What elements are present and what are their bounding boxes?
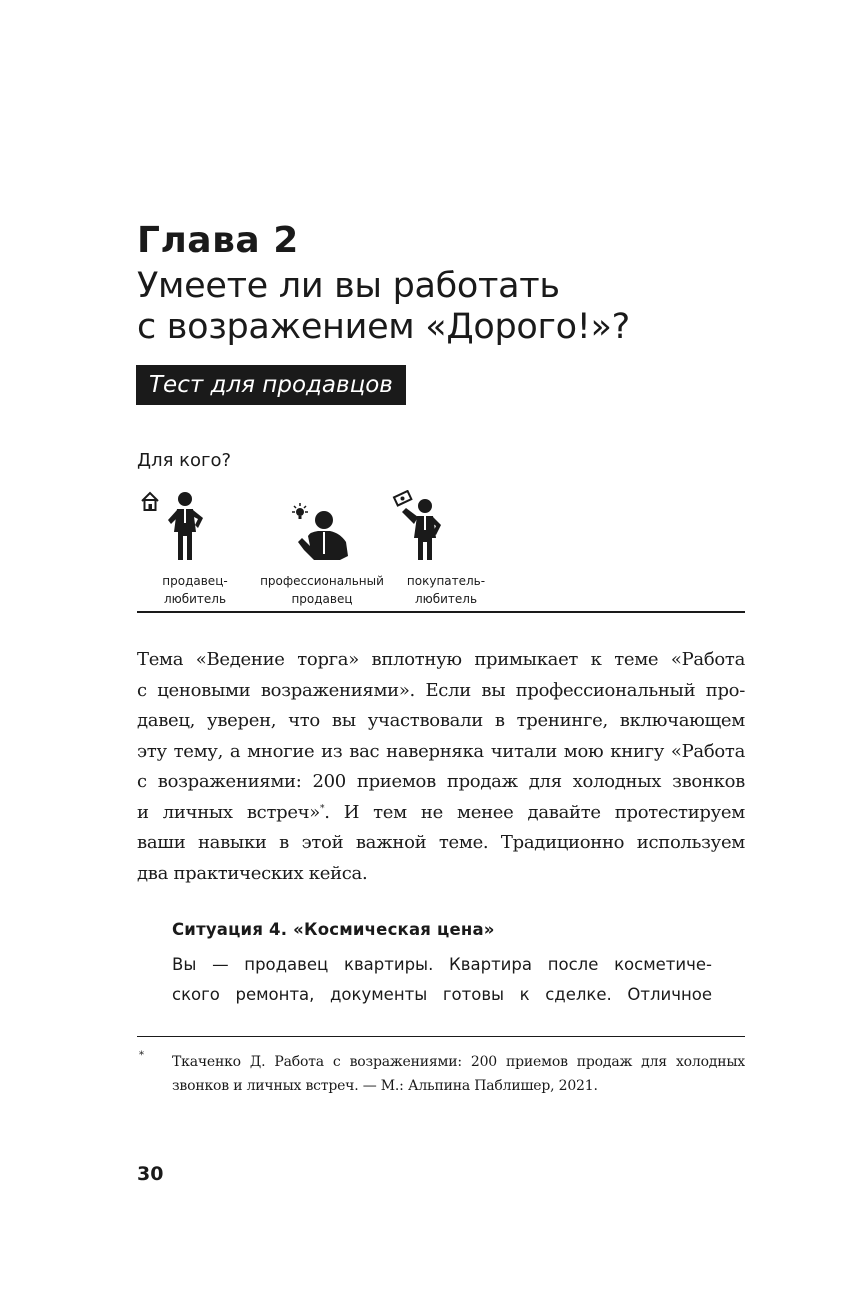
body-text-segment: и личных встреч» [137, 801, 320, 823]
footnote-line: звонков и личных встреч. — М.: Альпина Паблишер, 2021. [172, 1078, 598, 1094]
person-icon [298, 511, 348, 560]
figure-label-professional-seller: профессиональный продавец [260, 574, 384, 606]
situation-line: ского ремонта, документы готовы к сделке. Отличное [172, 985, 712, 1004]
chapter-title-line: с возражением «Дорого!»? [137, 307, 630, 347]
figure-label-amateur-buyer: покупатель- любитель [406, 574, 486, 606]
body-line: с ценовыми возражениями». Если вы профессиональный про- [137, 679, 745, 701]
body-line: Тема «Ведение торга» вплотную примыкает к теме «Работа [137, 649, 745, 670]
money-icon [394, 491, 411, 505]
body-line: ваши навыки в этой важной теме. Традиционно используем [137, 832, 745, 853]
situation-line: Вы — продавец квартиры. Квартира после косметиче- [172, 955, 712, 974]
footnote-text [172, 1050, 745, 1098]
body-line: эту тему, а многие из вас наверняка читали мою книгу «Работа [137, 740, 745, 762]
lightbulb-icon [292, 503, 308, 519]
footnote-mark: * [139, 1050, 144, 1061]
section-divider [137, 611, 745, 613]
footnote-divider [137, 1036, 745, 1037]
test-label: Тест для продавцов [136, 365, 406, 405]
audience-heading: Для кого? [137, 450, 232, 471]
person-icon [402, 499, 441, 560]
body-text-segment: . И тем не менее давайте протестируем [324, 801, 745, 823]
body-line: с возражениями: 200 приемов продаж для холодных звонков [137, 771, 745, 792]
amateur-seller-figure [140, 490, 210, 562]
chapter-title-line: Умеете ли вы работать [137, 266, 560, 306]
page-number: 30 [137, 1163, 164, 1185]
situation-text [172, 950, 712, 1010]
figure-label-amateur-seller: продавец- любитель [162, 574, 228, 606]
body-line [137, 798, 745, 829]
house-icon [142, 493, 158, 510]
body-line: давец, уверен, что вы участвовали в тренинге, включающем [137, 710, 745, 731]
footnote-reference[interactable]: * [320, 803, 325, 814]
chapter-number: Глава 2 [137, 220, 299, 261]
footnote-line: Ткаченко Д. Работа с возражениями: 200 приемов продаж для холодных [172, 1054, 745, 1070]
chapter-title [137, 266, 757, 348]
person-icon [168, 492, 203, 560]
professional-seller-figure [290, 502, 352, 562]
body-line: два практических кейса. [137, 862, 368, 884]
amateur-buyer-figure [392, 490, 450, 562]
body-paragraph [137, 645, 745, 889]
situation-title: Ситуация 4. «Космическая цена» [172, 920, 495, 939]
